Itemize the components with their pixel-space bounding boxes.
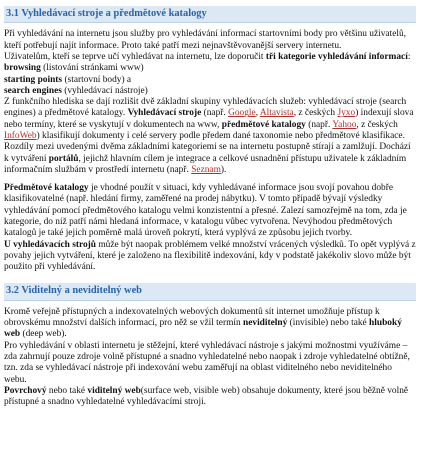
paragraph-categories: Uživatelům, kteří se teprve učí vyhledávat na internetu, lze doporučit tři kategorie vyhledávání informací: xyxy=(4,52,411,63)
paragraph-search-engine-results: U vyhledávacích strojů může být naopak problémem velké množství vrácených výsledků. To opět vyplývá z povahy jejich vytváření, které je založeno na flexibilitě indexování, kdy v podstatě jakékoliv slovo může být použito při vyhledávání. xyxy=(4,239,416,273)
link-yahoo[interactable]: Yahoo xyxy=(332,119,357,130)
section-heading-visible-invisible-web: 3.2 Viditelný a neviditelný web xyxy=(4,283,416,300)
section-heading-search-engines: 3.1 Vyhledávací stroje a předmětové katalogy xyxy=(4,6,416,23)
category-item-browsing: browsing (listování stránkami www) xyxy=(4,63,144,74)
link-altavista[interactable]: Altavista xyxy=(259,108,294,119)
link-jyxo[interactable]: Jyxo xyxy=(337,108,356,119)
category-item-starting-points: starting points (startovní body) a xyxy=(4,74,132,85)
paragraph-surface-web: Povrchový nebo také viditelný web(surface web, visible web) obsahuje dokumenty, které jsou běžně volně přístupné a snadno vyhledatelné vyhledávacími stroji. xyxy=(4,385,409,408)
paragraph-search-tools: Pro vyhledávání v oblasti internetu je stěžejní, které vyhledávací nástroje s jakými možnostmi využíváme – zda zahrnují pouze zdroje volně přístupné a snadno vyhledatelné nebo naopak i zdroje vyhledatelné obtížně, tzn. zda se vyhledávací nástroje při indexování webu zaměřují na oblast viditelného nebo neviditelného webu. xyxy=(4,340,410,385)
paragraph-service-groups: Z funkčního hlediska se dají rozlišit dvě základní skupiny vyhledávacích služeb: vyhledávací stroje (search engines) a předmětové katalogy. Vyhledávací stroje (např. Google, Altavista, z českých Jyxo) indexují slova nebo termíny, které se vyskytují v dokumentech na www, předmětové katalogy (např. Yahoo, z českých InfoWeb) klasifikují dokumenty i celé servery podle předem dané taxonomie nebo předmětové klasifikace. Rozdíly mezi uvedenými dvěma základními kategoriemi se na internetu postupně stírají a zamlžují. Dochází k vytváření portálů, jejichž hlavním cílem je integrace a celkové usnadnění přístupu uživatele k základním informačním službám v prostředí internetu (např. Seznam). xyxy=(4,97,414,175)
link-google[interactable]: Google xyxy=(228,108,256,119)
paragraph-intro: Při vyhledávání na internetu jsou služby pro vyhledávání informací startovními body pro většinu uživatelů, kteří potřebují najít informace. Proto také patří mezi nejnavštěvovanější servery internetu. xyxy=(4,29,406,51)
link-infoweb[interactable]: InfoWeb xyxy=(4,131,37,142)
link-seznam[interactable]: Seznam xyxy=(191,164,221,175)
paragraph-subject-catalogs: Předmětové katalogy je vhodné použít v situaci, kdy vyhledávané informace jsou svojí povahou dobře klasifikovatelné (např. hledání firmy, zaměřené na prodej nábytku). V tomto případě bývají výsledky vyhledávání pomocí předmětového katalogu velmi konzistentní a přesné. Zalezí samozřejmě na tom, zda je kategorie, do níž patří námi hledaná informace, v katalogu vůbec vytvořena. Nevýhodou předmětových katalogů je také jejich poměrně malá úroveň pokrytí, která vyplývá ze způsobu jejich tvorby. xyxy=(4,183,407,239)
category-item-search-engines: search engines (vyhledávací nástroje) xyxy=(4,85,148,96)
paragraph-deep-web: Kromě veřejně přístupných a indexovatelných webových dokumentů sít internet umožňuje přístup k obrovskému množství dalších informací, pro něž se vžil termín neviditelný (invisible) nebo také hluboký web (deep web). xyxy=(4,306,402,340)
